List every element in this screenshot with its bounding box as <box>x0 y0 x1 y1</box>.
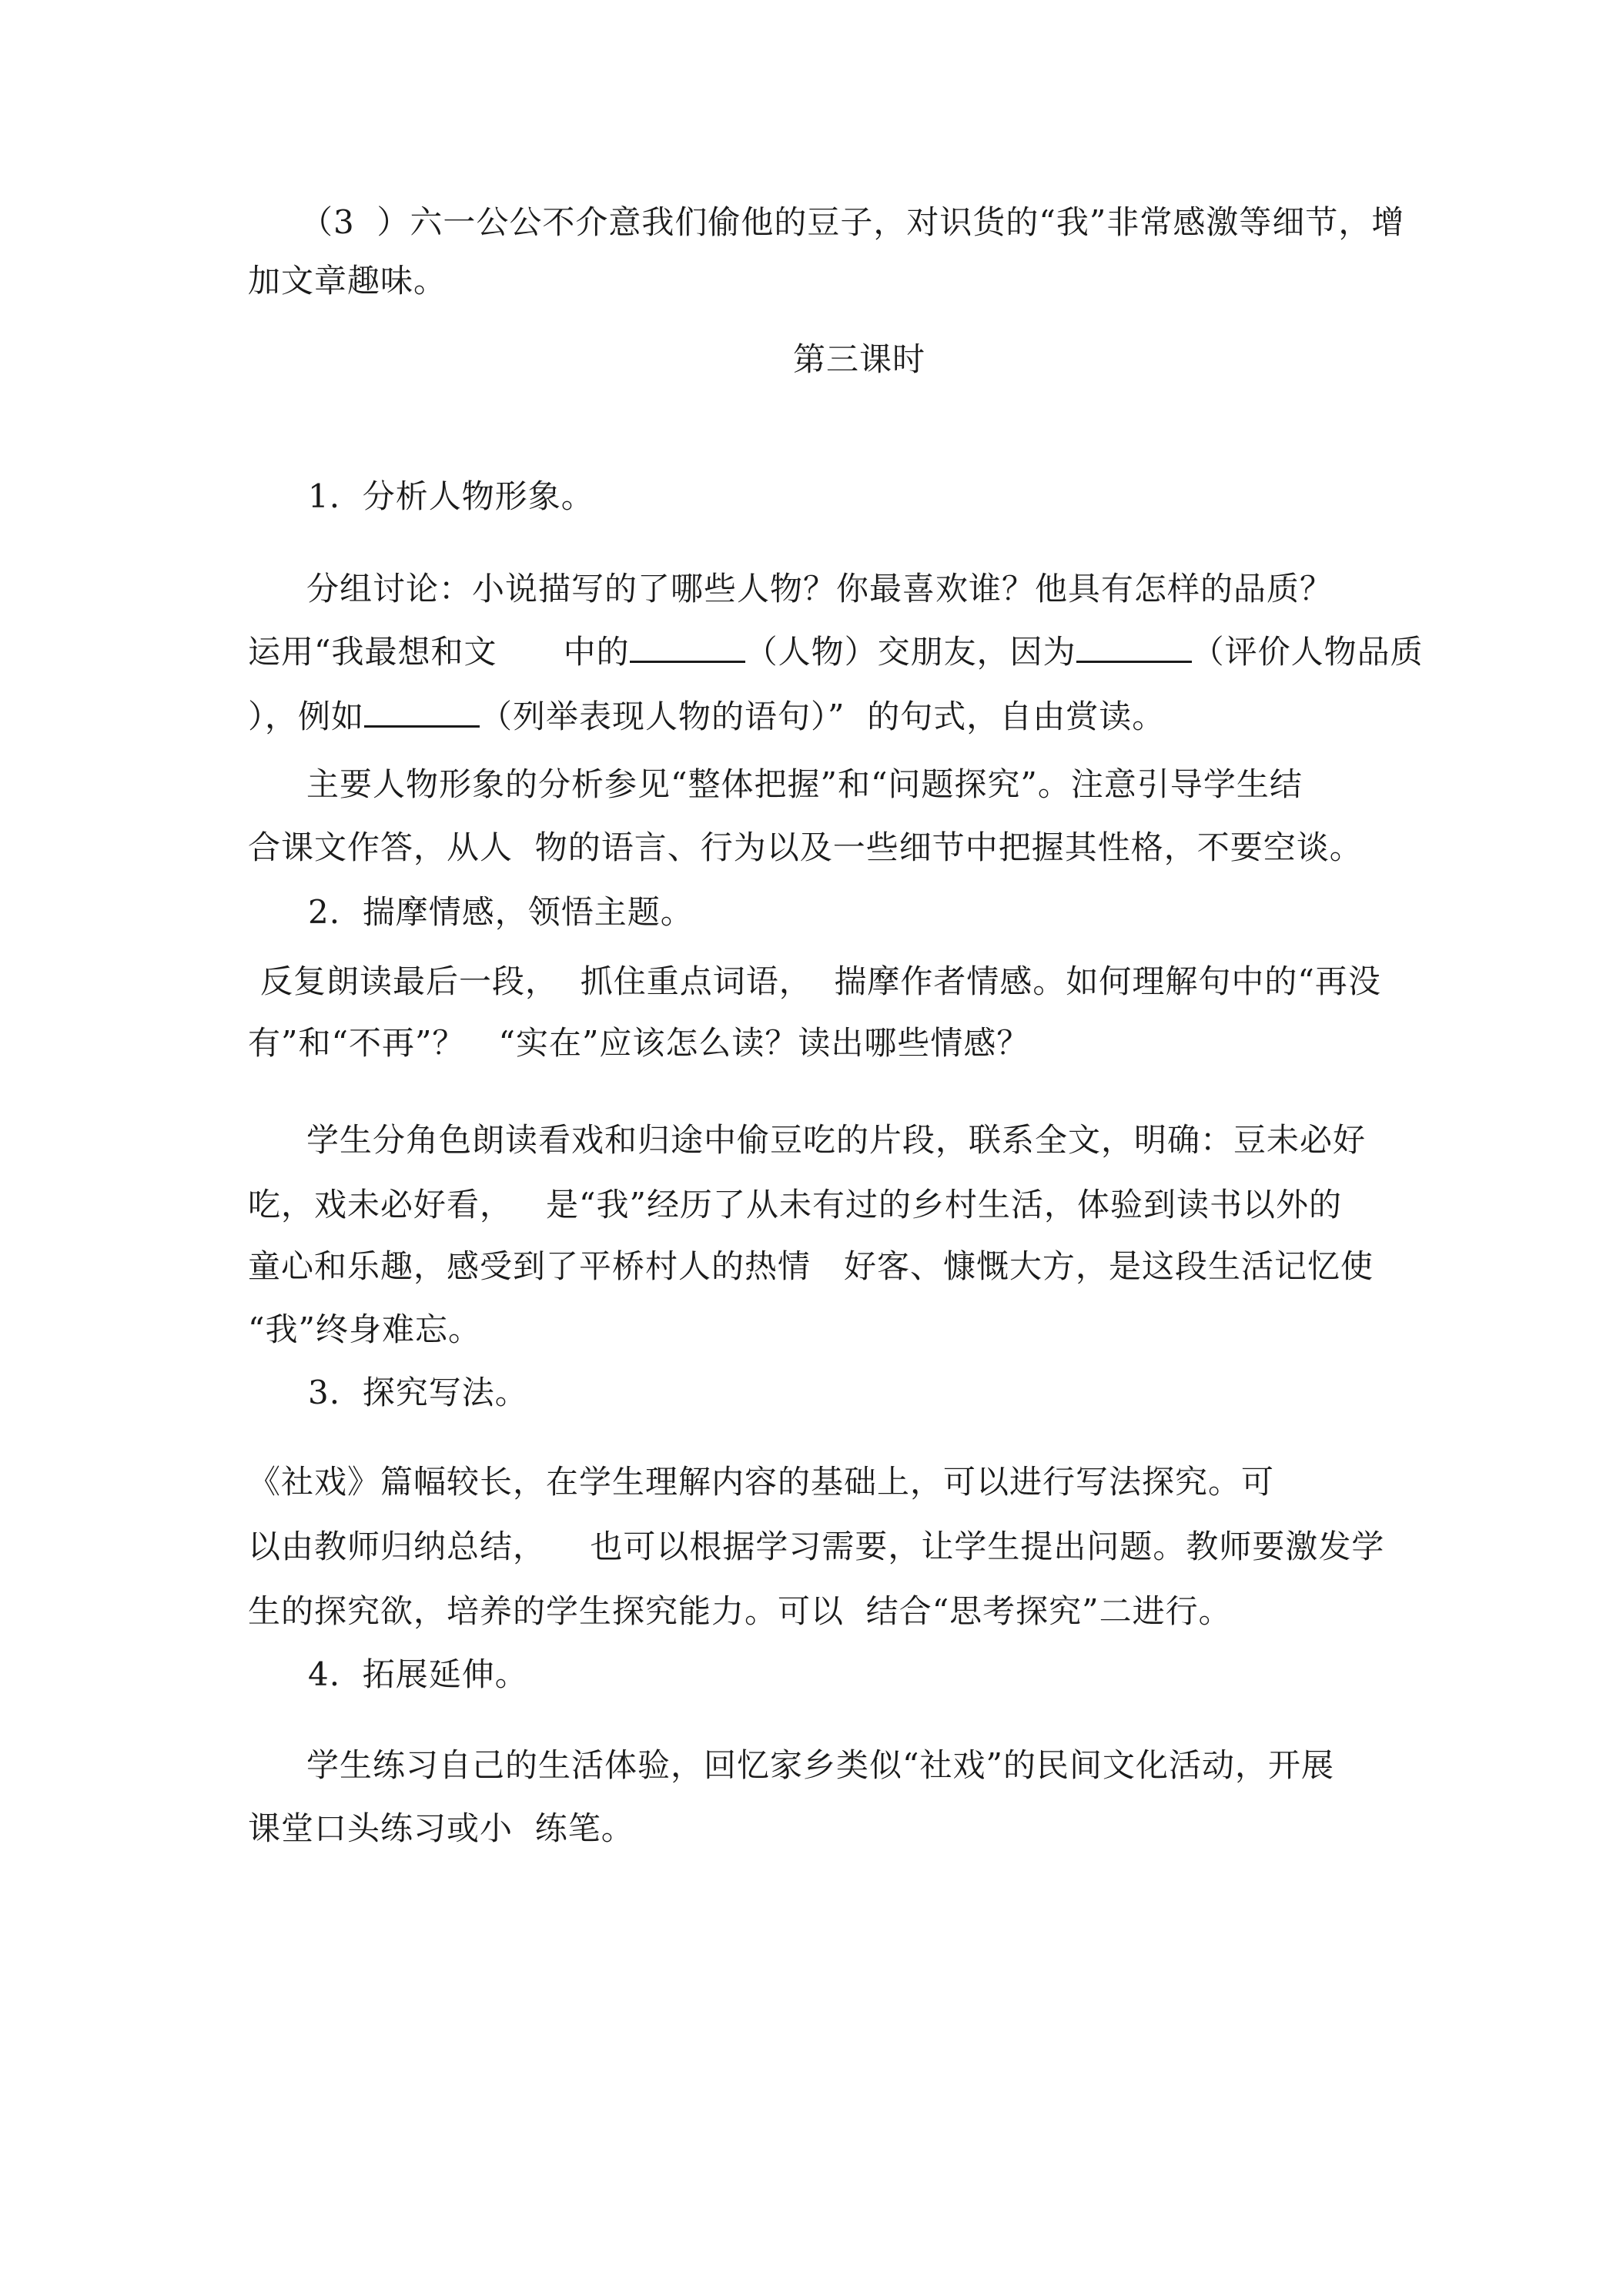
item2-role-line1: 学生分角色朗读看戏和归途中偷豆吃的片段，联系全文，明确：豆未必好 <box>306 1121 1367 1159</box>
item2-role-line3: 童心和乐趣，感受到了平桥村人的热情 好客、慷慨大方，是这段生活记忆使 <box>248 1247 1374 1285</box>
item2-read-line1: 反复朗读最后一段， 抓住重点词语， 揣摩作者情感。如何理解句中的“再没 <box>260 962 1381 1000</box>
discuss-line3-part-b: （列举表现人物的语句）” 的句式，自由赏读。 <box>480 698 1166 735</box>
fill-blank-person <box>630 630 745 663</box>
item2-role-line4: “我”终身难忘。 <box>248 1310 481 1348</box>
note3-line1: （3 ）六一公公不介意我们偷他的豆子，对识货的“我”非常感激等细节，增 <box>300 203 1405 241</box>
discuss-line2-part-b: （人物）交朋友，因为 <box>745 633 1076 671</box>
item4-line1: 学生练习自己的生活体验，回忆家乡类似“社戏”的民间文化活动，开展 <box>306 1746 1334 1784</box>
item3-line3: 生的探究欲，培养的学生探究能力。可以 结合“思考探究”二进行。 <box>248 1592 1232 1630</box>
item4-heading: 4. 拓展延伸。 <box>308 1655 528 1693</box>
item3-heading: 3. 探究写法。 <box>308 1374 528 1411</box>
item1-discuss-line1: 分组讨论：小说描写的了哪些人物？你最喜欢谁？他具有怎样的品质？ <box>306 570 1334 607</box>
discuss-line2-part-a: 运用“我最想和文 中的 <box>248 633 630 671</box>
item2-role-line2: 吃，戏未必好看， 是“我”经历了从未有过的乡村生活，体验到读书以外的 <box>248 1186 1342 1223</box>
section-title: 第三课时 <box>793 340 926 378</box>
item4-line2: 课堂口头练习或小 练笔。 <box>248 1809 634 1847</box>
item3-line1: 《社戏》篇幅较长，在学生理解内容的基础上，可以进行写法探究。可 <box>248 1463 1275 1501</box>
discuss-line3-part-a: ），例如 <box>248 698 365 735</box>
item2-read-line2: 有”和“不再”？ “实在”应该怎么读？读出哪些情感？ <box>248 1024 1030 1062</box>
item1-main-line2: 合课文作答，从人 物的语言、行为以及一些细节中把握其性格，不要空谈。 <box>248 828 1363 866</box>
item1-main-line1: 主要人物形象的分析参见“整体把握”和“问题探究”。注意引导学生结 <box>306 765 1303 803</box>
discuss-line2-part-c: （评价人物品质 <box>1191 633 1424 671</box>
item2-heading: 2. 揣摩情感，领悟主题。 <box>308 893 694 931</box>
note3-line2: 加文章趣味。 <box>248 262 447 300</box>
item3-line2: 以由教师归纳总结， 也可以根据学习需要，让学生提出问题。教师要激发学 <box>248 1528 1385 1565</box>
fill-blank-example <box>364 694 480 728</box>
item1-discuss-line2 <box>248 630 1424 674</box>
item1-heading: 1. 分析人物形象。 <box>308 477 594 515</box>
item1-discuss-line3 <box>248 694 1165 739</box>
fill-blank-quality <box>1076 630 1192 663</box>
